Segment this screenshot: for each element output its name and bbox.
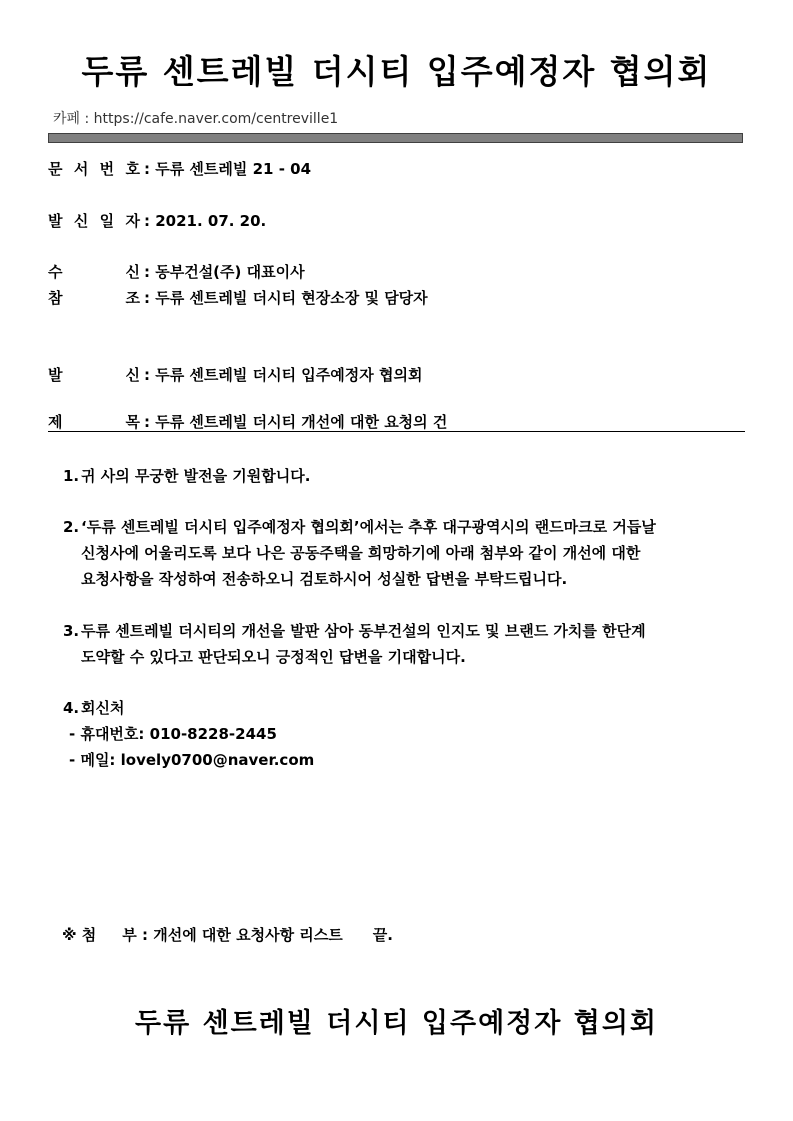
attachment-mark: ※ 첨 [62,926,97,944]
paragraph-2-line: ‘두류 센트레빌 더시티 입주예정자 협의회’에서는 추후 대구광역시의 랜드마크로 거듭날 [81,518,656,536]
paragraph-2 [63,514,656,592]
reference-row [48,287,428,308]
send-date-value: : 2021. 07. 20. [144,212,267,230]
paragraph-1-text: 귀 사의 무궁한 발전을 기원합니다. [81,467,311,485]
contact-phone: - 휴대번호: 010-8228-2445 [69,725,277,743]
end-mark: 끝. [372,926,393,944]
sender-row [48,364,422,385]
doc-number-label: 문 서 번 호 [48,160,140,178]
contact-heading: 회신처 [81,699,125,717]
recipient-value: : 동부건설(주) 대표이사 [144,263,305,281]
cafe-url: 카페 : https://cafe.naver.com/centreville1 [53,111,339,127]
document-title: 두류 센트레빌 더시티 입주예정자 협의회 [81,52,712,91]
paragraph-3-line: 도약할 수 있다고 판단되오니 긍정적인 답변을 기대합니다. [81,648,466,666]
paragraph-2-line: 요청사항을 작성하여 전송하오니 검토하시어 성실한 답변을 부탁드립니다. [81,570,568,588]
subject-value: : 두류 센트레빌 더시티 개선에 대한 요청의 건 [144,413,448,431]
header-divider-bar [48,133,743,143]
paragraph-3-number: 3. [63,622,80,640]
paragraph-2-line: 신청사에 어울리도록 보다 나은 공동주택을 희망하기에 아래 첨부와 같이 개선에 대한 [81,544,641,562]
sender-value: : 두류 센트레빌 더시티 입주예정자 협의회 [144,366,423,384]
send-date-row [48,210,266,231]
footer-title: 두류 센트레빌 더시티 입주예정자 협의회 [135,1008,658,1039]
paragraph-4 [63,695,314,773]
doc-number-value: : 두류 센트레빌 21 - 04 [144,160,312,178]
attachment-label: 부 : 개선에 대한 요청사항 리스트 [122,926,343,944]
attachment-line [62,922,393,948]
subject-label: 제 목 [48,413,140,431]
paragraph-1 [63,463,310,489]
paragraph-1-number: 1. [63,467,80,485]
paragraph-4-number: 4. [63,699,80,717]
paragraph-2-number: 2. [63,518,80,536]
sender-label: 발 신 [48,366,140,384]
paragraph-3 [63,618,646,670]
header-separator-line [48,431,745,432]
reference-label: 참 조 [48,289,140,307]
subject-row [48,411,447,432]
recipient-row [48,261,305,282]
recipient-label: 수 신 [48,263,140,281]
paragraph-3-line: 두류 센트레빌 더시티의 개선을 발판 삼아 동부건설의 인지도 및 브랜드 가치를 한단계 [81,622,646,640]
doc-number-row [48,158,311,179]
reference-value: : 두류 센트레빌 더시티 현장소장 및 담당자 [144,289,428,307]
send-date-label: 발 신 일 자 [48,212,140,230]
contact-email: - 메일: lovely0700@naver.com [69,751,315,769]
